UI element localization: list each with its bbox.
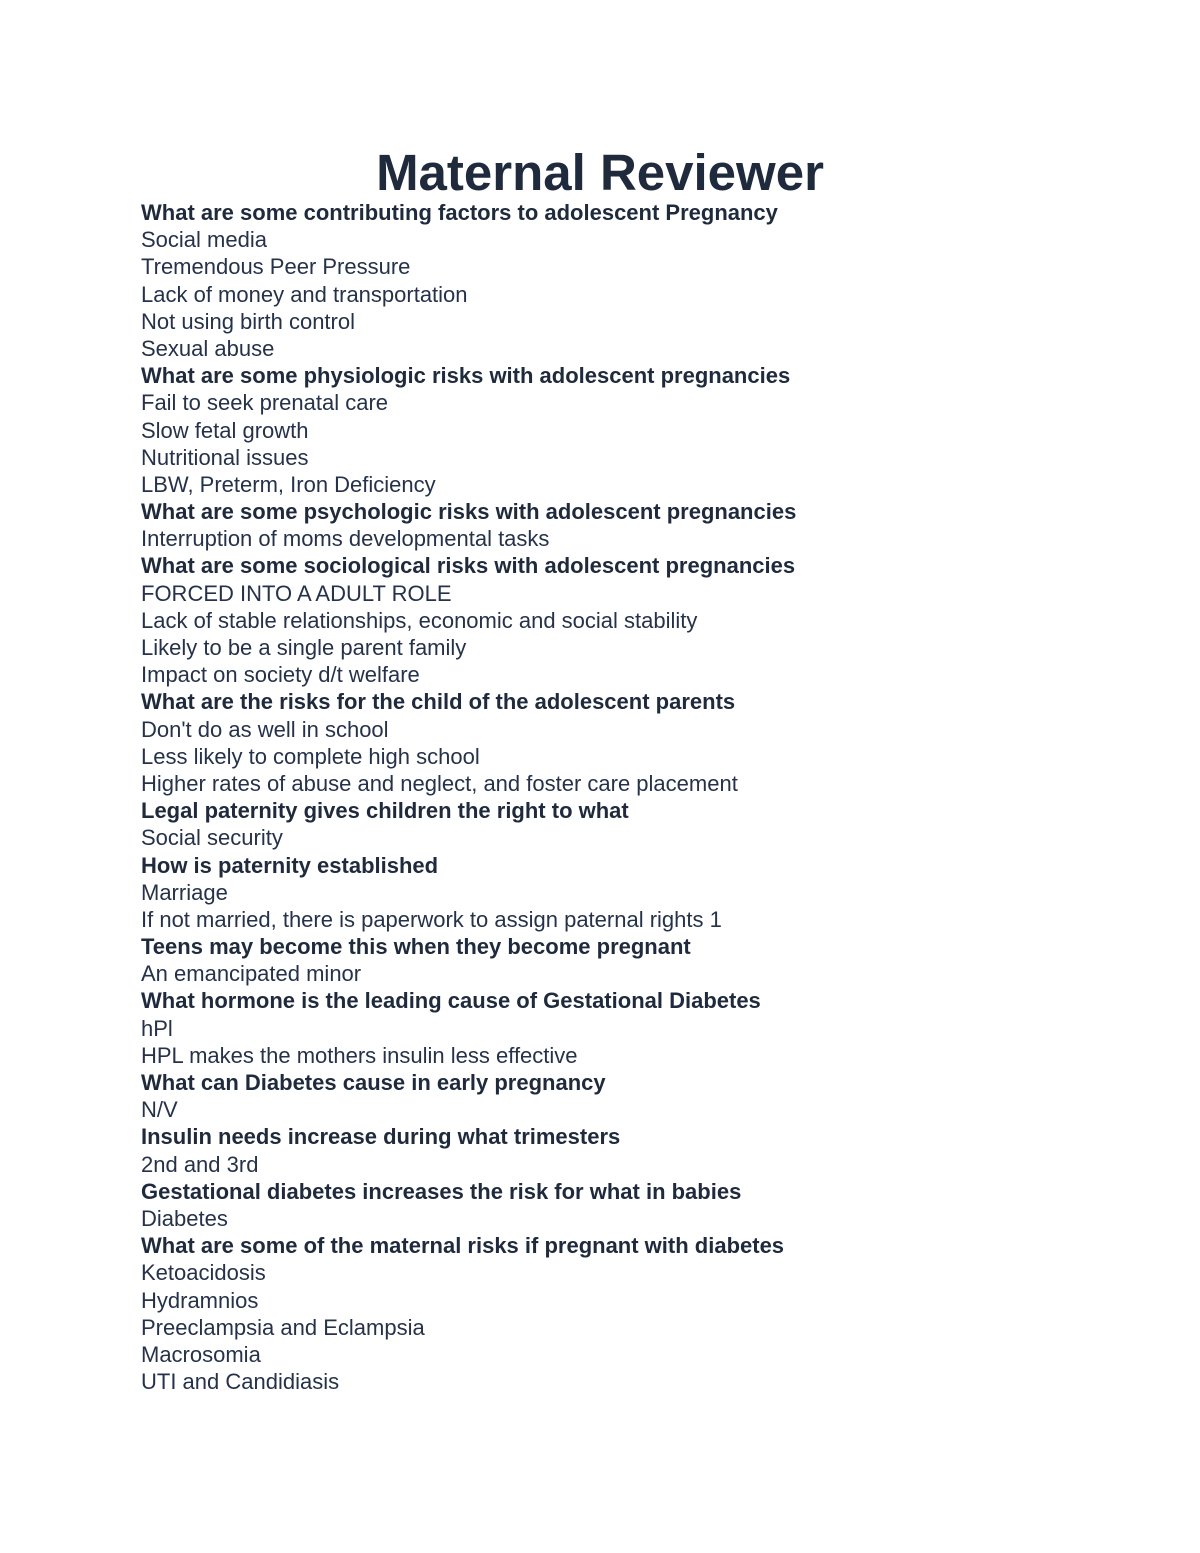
question: How is paternity established xyxy=(141,852,439,878)
answer: Hydramnios xyxy=(141,1287,259,1313)
answer: UTI and Candidiasis xyxy=(141,1369,340,1395)
answer: An emancipated minor xyxy=(141,961,362,987)
answer: Social security xyxy=(141,825,283,851)
qa-section xyxy=(141,1069,1141,1123)
question: What hormone is the leading cause of Gestational Diabetes xyxy=(141,988,761,1014)
answer: Don't do as well in school xyxy=(141,716,389,742)
answer: Lack of money and transportation xyxy=(141,281,468,307)
question: What are some sociological risks with adolescent pregnancies xyxy=(141,553,796,579)
answer: FORCED INTO A ADULT ROLE xyxy=(141,580,452,606)
answer: Preeclampsia and Eclampsia xyxy=(141,1314,425,1340)
answer: N/V xyxy=(141,1097,178,1123)
qa-section xyxy=(141,1178,1141,1232)
question: Teens may become this when they become pregnant xyxy=(141,934,691,960)
qa-section xyxy=(141,1232,1141,1395)
question: What can Diabetes cause in early pregnancy xyxy=(141,1070,606,1095)
question: What are some physiologic risks with adolescent pregnancies xyxy=(141,363,791,389)
document-body xyxy=(141,199,1141,1395)
answer: Fail to seek prenatal care xyxy=(141,390,389,416)
qa-section xyxy=(141,362,1141,498)
answer: Macrosomia xyxy=(141,1341,261,1367)
question: Gestational diabetes increases the risk for what in babies xyxy=(141,1178,742,1204)
answer: Not using birth control xyxy=(141,308,355,334)
qa-section xyxy=(141,498,1141,552)
question: What are some psychologic risks with adolescent pregnancies xyxy=(141,499,797,525)
answer: Impact on society d/t welfare xyxy=(141,662,420,688)
question: Insulin needs increase during what trimesters xyxy=(141,1124,621,1150)
answer: If not married, there is paperwork to assign paternal rights 1 xyxy=(141,906,722,932)
qa-section xyxy=(141,1123,1141,1177)
answer: hPl xyxy=(141,1015,173,1041)
answer: Likely to be a single parent family xyxy=(141,635,467,660)
answer: Interruption of moms developmental tasks xyxy=(141,526,550,552)
page-title: Maternal Reviewer xyxy=(376,144,824,201)
answer: Slow fetal growth xyxy=(141,417,309,443)
qa-section xyxy=(141,852,1141,934)
answer: Diabetes xyxy=(141,1205,228,1231)
answer: HPL makes the mothers insulin less effective xyxy=(141,1042,578,1068)
answer: Tremendous Peer Pressure xyxy=(141,254,411,280)
answer: LBW, Preterm, Iron Deficiency xyxy=(141,471,436,497)
question: Legal paternity gives children the right to what xyxy=(141,798,629,824)
qa-section xyxy=(141,552,1141,688)
qa-section xyxy=(141,199,1141,362)
answer: Less likely to complete high school xyxy=(141,743,480,769)
question: What are some contributing factors to adolescent Pregnancy xyxy=(141,200,778,225)
qa-section xyxy=(141,797,1141,851)
qa-section xyxy=(141,688,1141,797)
answer: Marriage xyxy=(141,879,228,905)
answer: Social media xyxy=(141,227,267,253)
answer: Nutritional issues xyxy=(141,444,309,470)
question: What are some of the maternal risks if pregnant with diabetes xyxy=(141,1233,785,1259)
answer: Lack of stable relationships, economic and social stability xyxy=(141,607,698,633)
answer: Sexual abuse xyxy=(141,335,275,361)
answer: Ketoacidosis xyxy=(141,1260,266,1286)
qa-section xyxy=(141,933,1141,987)
question: What are the risks for the child of the adolescent parents xyxy=(141,689,736,715)
answer: Higher rates of abuse and neglect, and foster care placement xyxy=(141,770,738,796)
answer: 2nd and 3rd xyxy=(141,1151,259,1177)
qa-section xyxy=(141,987,1141,1069)
